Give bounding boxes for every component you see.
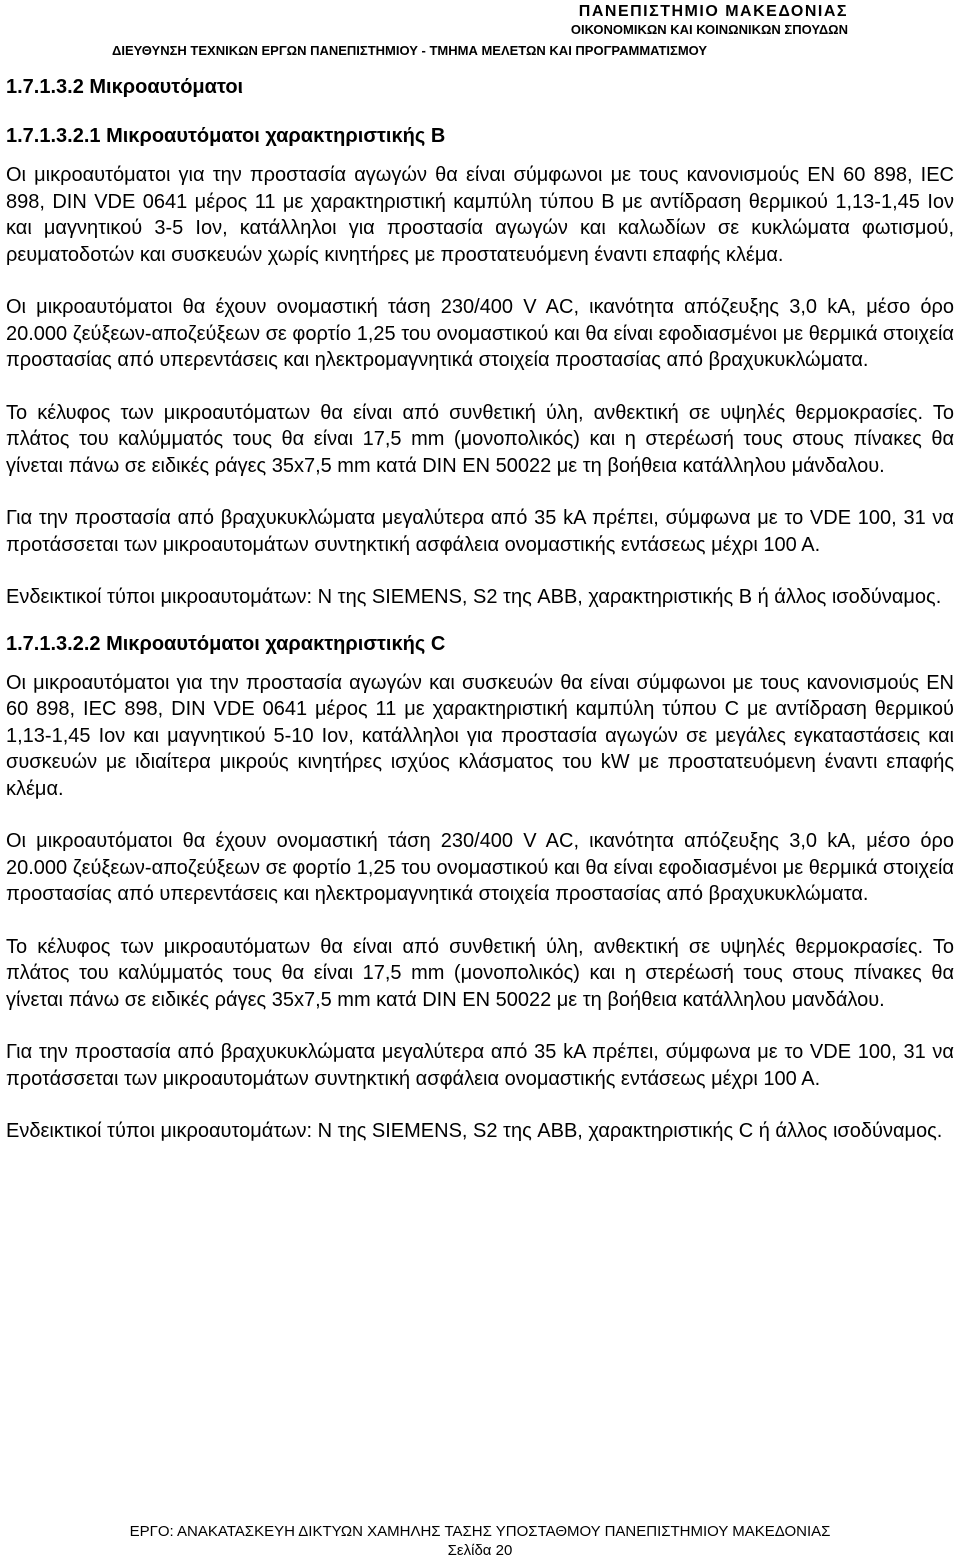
paragraph: Για την προστασία από βραχυκυκλώματα μεγαλύτερα από 35 kA πρέπει, σύμφωνα με το VDE 100, 31 να προτάσσεται των μικροαυτομάτων συντηκτική ασφάλεια ονομαστικής εντάσεως μέχρι 100 Α. — [6, 1041, 954, 1090]
paragraph: Οι μικροαυτόματοι για την προστασία αγωγών και συσκευών θα είναι σύμφωνοι με τους κανονισμούς ΕΝ 60 898, IEC 898, DIN VDE 0641 μέρος 11 με χαρακτηριστική καμπύλη τύπου C με αντίδραση θερμικού 1,13-1,45 Ιον και μαγνητικού 5-10 Ιον, κατάλληλοι για προστασία αγωγών σε μεγάλες εγκαταστάσεις και συσκευών με ιδιαίτερα μικρούς κινητήρες ισχύος κλάσματος του kW με προστατευόμενη έναντι επαφής κλέμα. — [6, 671, 954, 800]
document-body — [6, 72, 954, 1145]
paragraph: Οι μικροαυτόματοι για την προστασία αγωγών θα είναι σύμφωνοι με τους κανονισμούς ΕΝ 60 898, IEC 898, DIN VDE 0641 μέρος 11 με χαρακτηριστική καμπύλη τύπου Β με αντίδραση θερμικού 1,13-1,45 Ιον και μαγνητικού 3-5 Ιον, κατάλληλοι για προστασία αγωγών και καλωδίων σε κυκλώματα φωτισμού, ρευματοδοτών και συσκευών χωρίς κινητήρες με προστατευόμενη έναντι επαφής κλέμα. — [6, 164, 954, 266]
subsection-c-heading: 1.7.1.3.2.2 Μικροαυτόματοι χαρακτηριστικής C — [6, 632, 446, 655]
subsection-b-heading: 1.7.1.3.2.1 Μικροαυτόματοι χαρακτηριστικής Β — [6, 125, 446, 147]
section-heading: 1.7.1.3.2 Μικροαυτόματοι — [6, 76, 244, 98]
header-directorate: ΔΙΕΥΘΥΝΣΗ ΤΕΧΝΙΚΩΝ ΕΡΓΩΝ ΠΑΝΕΠΙΣΤΗΜΙΟΥ - ΤΜΗΜΑ ΜΕΛΕΤΩΝ ΚΑΙ ΠΡΟΓΡΑΜΜΑΤΙΣΜΟΥ — [112, 43, 708, 58]
paragraph: Ενδεικτικοί τύποι μικροαυτομάτων: Ν της SIEMENS, S2 της ABB, χαρακτηριστικής C ή άλλος ισοδύναμος. — [6, 1120, 943, 1142]
header-faculty: ΟΙΚΟΝΟΜΙΚΩΝ ΚΑΙ ΚΟΙΝΩΝΙΚΩΝ ΣΠΟΥΔΩΝ — [570, 22, 848, 38]
paragraph: Οι μικροαυτόματοι θα έχουν ονομαστική τάση 230/400 V AC, ικανότητα απόζευξης 3,0 kA, μέσο όρο 20.000 ζεύξεων-αποζεύξεων σε φορτίο 1,25 του ονομαστικού και θα είναι εφοδιασμένοι με θερμικά στοιχεία προστασίας από υπερεντάσεις και ηλεκτρομαγνητικά στοιχεία προστασίας από βραχυκυκλώματα. — [6, 830, 954, 905]
page-footer — [0, 1522, 960, 1560]
paragraph: Οι μικροαυτόματοι θα έχουν ονομαστική τάση 230/400 V AC, ικανότητα απόζευξης 3,0 kA, μέσο όρο 20.000 ζεύξεων-αποζεύξεων σε φορτίο 1,25 του ονομαστικού και θα είναι εφοδιασμένοι με θερμικά στοιχεία προστασίας από υπερεντάσεις και ηλεκτρομαγνητικά στοιχεία προστασίας από βραχυκυκλώματα. — [6, 296, 954, 371]
paragraph: Το κέλυφος των μικροαυτόματων θα είναι από συνθετική ύλη, ανθεκτική σε υψηλές θερμοκρασίες. Το πλάτος του καλύμματός τους θα είναι 17,5 mm (μονοπολικός) και η στερέωσή τους στους πίνακες θα γίνεται πάνω σε ειδικές ράγες 35x7,5 mm κατά DIN EN 50022 με τη βοήθεια κατάλληλου μάνδαλου. — [6, 401, 954, 477]
page-number: Σελίδα 20 — [447, 1542, 513, 1559]
footer-project: ΕΡΓΟ: ΑΝΑΚΑΤΑΣΚΕΥΗ ΔΙΚΤΥΩΝ ΧΑΜΗΛΗΣ ΤΑΣΗΣ ΥΠΟΣΤΑΘΜΟΥ ΠΑΝΕΠΙΣΤΗΜΙΟΥ ΜΑΚΕΔΟΝΙΑΣ — [129, 1523, 831, 1540]
paragraph: Ενδεικτικοί τύποι μικροαυτομάτων: Ν της SIEMENS, S2 της ABB, χαρακτηριστικής Β ή άλλος ισοδύναμος. — [6, 586, 942, 608]
page-header — [0, 0, 960, 38]
paragraph: Το κέλυφος των μικροαυτόματων θα είναι από συνθετική ύλη, ανθεκτική σε υψηλές θερμοκρασίες. Το πλάτος του καλύμματός τους θα είναι 17,5 mm (μονοπολικός) και η στερέωσή τους στους πίνακες θα γίνεται πάνω σε ειδικές ράγες 35x7,5 mm κατά DIN EN 50022 με τη βοήθεια κατάλληλου μανδάλου. — [6, 935, 954, 1011]
paragraph: Για την προστασία από βραχυκυκλώματα μεγαλύτερα από 35 kA πρέπει, σύμφωνα με το VDE 100, 31 να προτάσσεται των μικροαυτομάτων συντηκτική ασφάλεια ονομαστικής εντάσεως μέχρι 100 Α. — [6, 507, 954, 556]
header-university: ΠΑΝΕΠΙΣΤΗΜΙΟ ΜΑΚΕΔΟΝΙΑΣ — [578, 3, 848, 20]
